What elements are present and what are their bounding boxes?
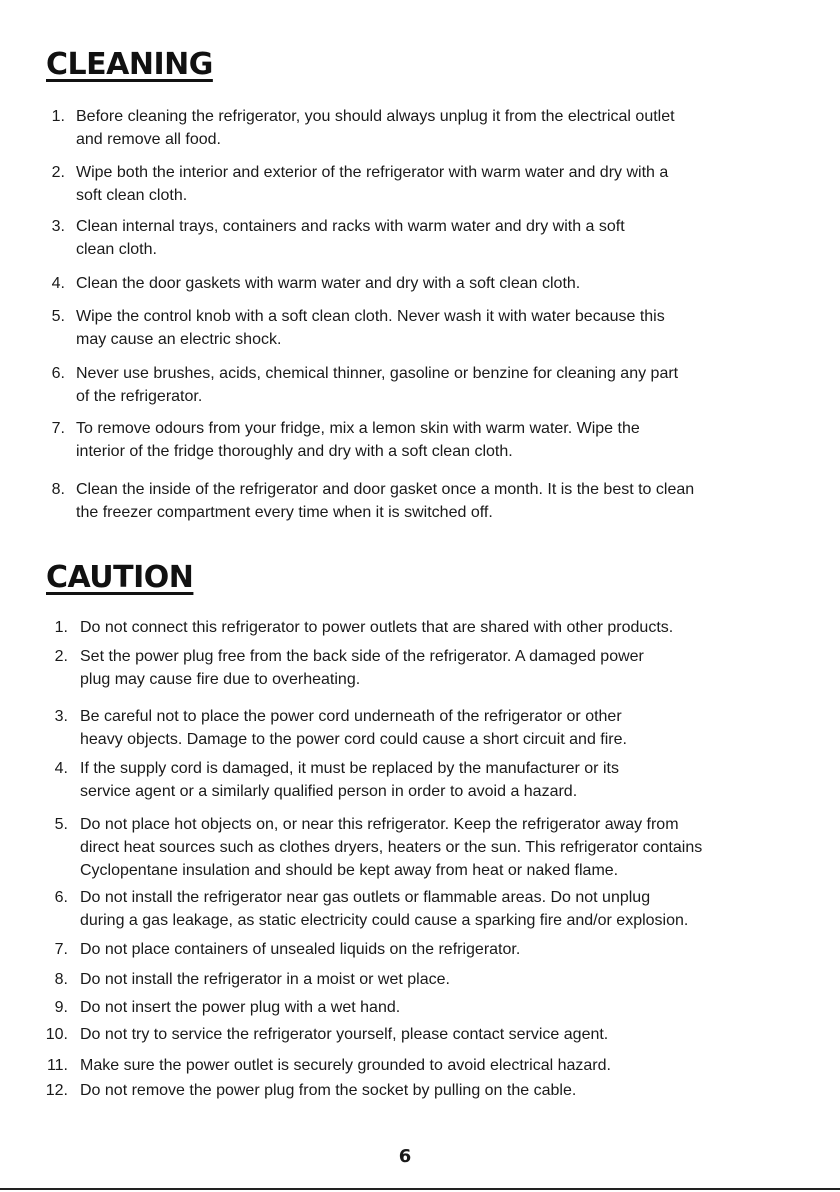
caution-item-text-line: Do not place hot objects on, or near this refrigerator. Keep the refrigerator away from <box>80 816 679 833</box>
caution-item-number: 11. <box>46 1057 68 1074</box>
caution-item-number: 2. <box>54 648 68 665</box>
caution-item-number: 3. <box>54 708 68 725</box>
caution-item-number: 12. <box>45 1082 68 1099</box>
cleaning-item-text-line: Never use brushes, acids, chemical thinner, gasoline or benzine for cleaning any part <box>76 365 679 382</box>
caution-item-text-line: heavy objects. Damage to the power cord could cause a short circuit and fire. <box>80 731 627 748</box>
cleaning-item-number: 1. <box>51 108 65 125</box>
cleaning-item-text-line: interior of the fridge thoroughly and dry with a soft clean cloth. <box>76 443 513 460</box>
caution-item-text-line: Do not insert the power plug with a wet hand. <box>80 999 401 1016</box>
cleaning-item-number: 4. <box>51 275 65 292</box>
caution-item-text-line: Do not connect this refrigerator to power outlets that are shared with other products. <box>80 619 674 636</box>
cleaning-item-text-line: Wipe the control knob with a soft clean cloth. Never wash it with water because this <box>76 308 665 325</box>
caution-item-text-line: direct heat sources such as clothes dryers, heaters or the sun. This refrigerator contains <box>80 839 703 856</box>
caution-item-text-line: Do not place containers of unsealed liquids on the refrigerator. <box>80 941 521 958</box>
cleaning-item-text-line: soft clean cloth. <box>76 187 188 204</box>
caution-item-number: 5. <box>54 816 68 833</box>
caution-item-text-line: Do not install the refrigerator near gas outlets or flammable areas. Do not unplug <box>80 889 651 906</box>
caution-item-text-line: Set the power plug free from the back side of the refrigerator. A damaged power <box>80 648 644 665</box>
cleaning-item-number: 8. <box>51 481 65 498</box>
caution-item-text-line: Do not try to service the refrigerator yourself, please contact service agent. <box>80 1026 609 1043</box>
caution-item-number: 6. <box>54 889 68 906</box>
cleaning-item-text-line: of the refrigerator. <box>76 388 203 405</box>
caution-item-text-line: Do not remove the power plug from the socket by pulling on the cable. <box>80 1082 577 1099</box>
caution-item-text-line: during a gas leakage, as static electricity could cause a sparking fire and/or explosion. <box>80 912 689 929</box>
cleaning-heading: CLEANING <box>46 47 213 82</box>
caution-item-number: 9. <box>54 999 68 1016</box>
cleaning-item-text-line: the freezer compartment every time when it is switched off. <box>76 504 493 521</box>
cleaning-item-text-line: Before cleaning the refrigerator, you should always unplug it from the electrical outlet <box>76 108 675 125</box>
cleaning-item-text-line: clean cloth. <box>76 241 157 258</box>
caution-item-text-line: Be careful not to place the power cord underneath of the refrigerator or other <box>80 708 622 725</box>
cleaning-item-number: 7. <box>51 420 65 437</box>
caution-item-text-line: Cyclopentane insulation and should be kept away from heat or naked flame. <box>80 862 619 879</box>
cleaning-item-text-line: Clean the inside of the refrigerator and door gasket once a month. It is the best to clean <box>76 481 695 498</box>
caution-heading: CAUTION <box>46 560 194 595</box>
cleaning-item-text-line: and remove all food. <box>76 131 221 148</box>
caution-item-number: 1. <box>54 619 68 636</box>
caution-item-text-line: service agent or a similarly qualified person in order to avoid a hazard. <box>80 783 578 800</box>
bottom-rule <box>0 1188 840 1190</box>
cleaning-item-number: 2. <box>51 164 65 181</box>
caution-item-number: 7. <box>54 941 68 958</box>
cleaning-item-number: 6. <box>51 365 65 382</box>
cleaning-item-number: 3. <box>51 218 65 235</box>
cleaning-item-text-line: Wipe both the interior and exterior of the refrigerator with warm water and dry with a <box>76 164 669 181</box>
caution-item-text-line: Do not install the refrigerator in a moist or wet place. <box>80 971 450 988</box>
cleaning-item-number: 5. <box>51 308 65 325</box>
caution-item-text-line: If the supply cord is damaged, it must be replaced by the manufacturer or its <box>80 760 619 777</box>
cleaning-item-text-line: Clean internal trays, containers and racks with warm water and dry with a soft <box>76 218 625 235</box>
cleaning-item-text-line: To remove odours from your fridge, mix a lemon skin with warm water. Wipe the <box>76 420 640 437</box>
cleaning-item-text-line: may cause an electric shock. <box>76 331 282 348</box>
caution-item-number: 10. <box>45 1026 68 1043</box>
caution-item-number: 8. <box>54 971 68 988</box>
caution-item-number: 4. <box>54 760 68 777</box>
caution-item-text-line: Make sure the power outlet is securely grounded to avoid electrical hazard. <box>80 1057 611 1074</box>
caution-item-text-line: plug may cause fire due to overheating. <box>80 671 361 688</box>
cleaning-item-text-line: Clean the door gaskets with warm water and dry with a soft clean cloth. <box>76 275 581 292</box>
page-number: 6 <box>398 1146 412 1167</box>
